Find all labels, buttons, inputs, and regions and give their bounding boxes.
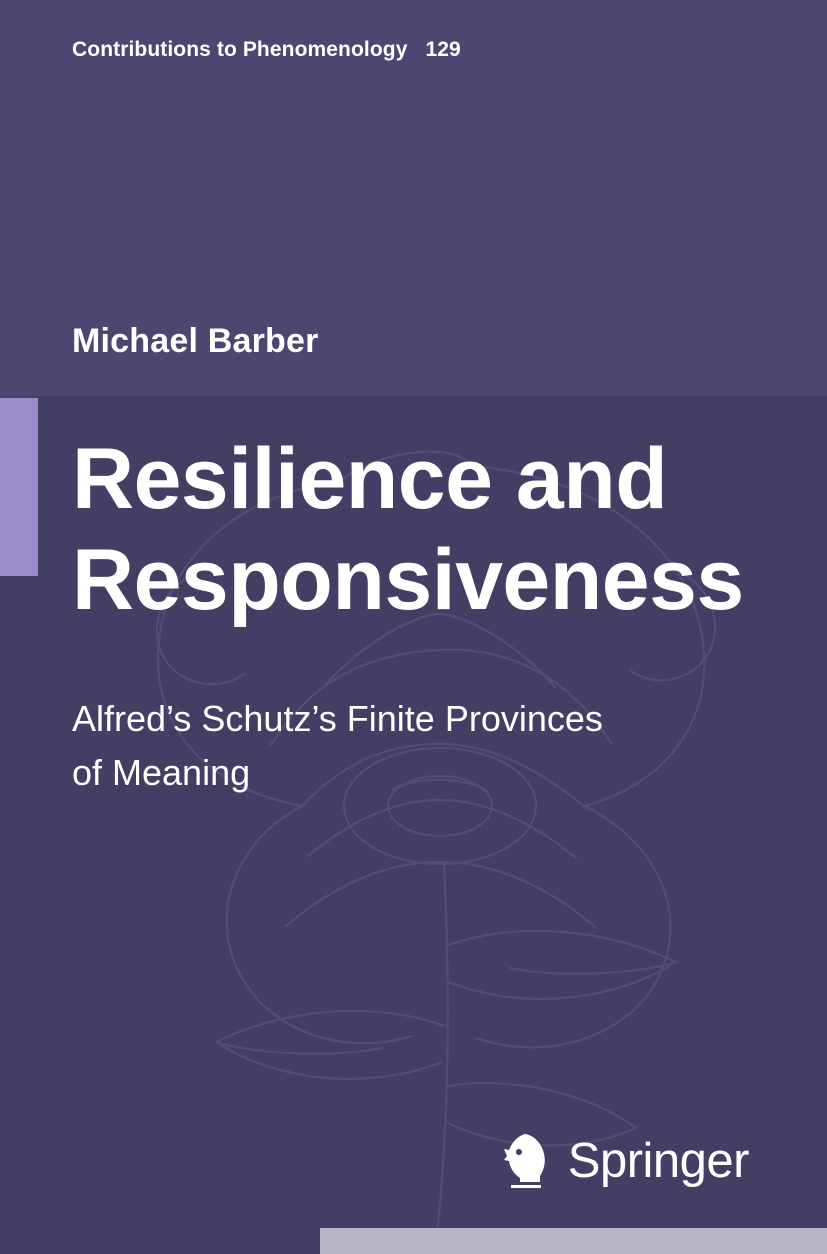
book-title-line-1: Resilience and [72, 431, 668, 527]
book-author: Michael Barber [72, 322, 319, 360]
series-info [72, 38, 461, 62]
springer-knight-icon [498, 1130, 554, 1192]
book-subtitle-line-1: Alfred’s Schutz’s Finite Provinces [72, 698, 603, 739]
publisher-name: Springer [567, 1133, 749, 1188]
bottom-bar [320, 1228, 827, 1254]
left-accent-tab [0, 398, 38, 576]
book-title [72, 429, 772, 632]
book-subtitle [72, 692, 712, 800]
series-name: Contributions to Phenomenology [72, 38, 408, 61]
book-subtitle-line-2: of Meaning [72, 752, 251, 793]
series-volume-number: 129 [425, 38, 461, 61]
publisher-logo [498, 1130, 749, 1192]
book-title-line-2: Responsiveness [72, 532, 744, 629]
cover-main-area [0, 396, 827, 1254]
